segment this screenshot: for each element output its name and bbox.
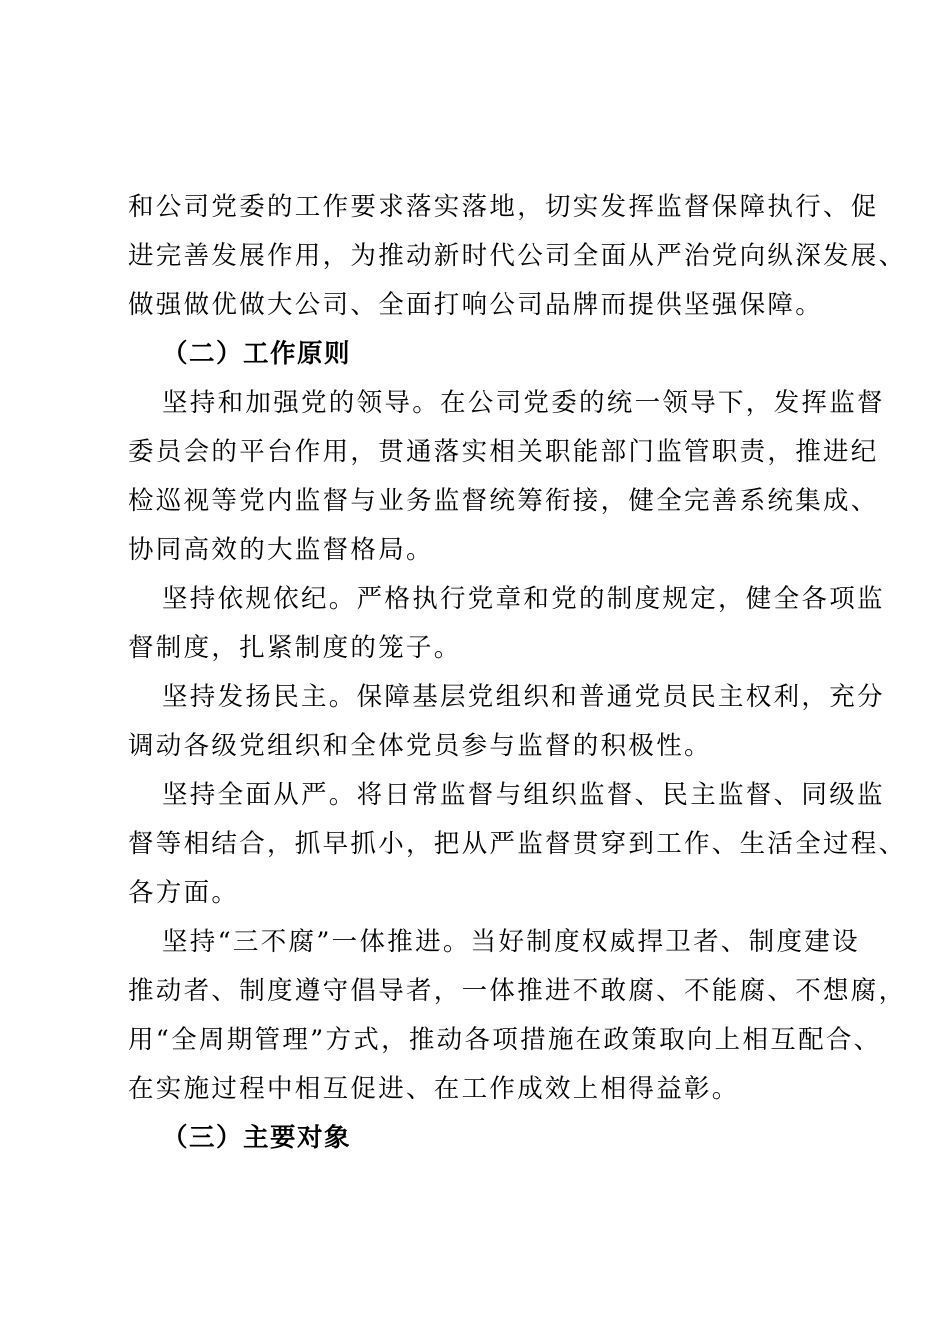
three-no-paragraph-line: 在实施过程中相互促进、在工作成效上相得益彰。 (128, 1074, 740, 1104)
strict-paragraph-line: 督等相结合，抓早抓小，把从严监督贯穿到工作、生活全过程、 (128, 829, 907, 859)
section-heading-main-objects: （三）主要对象 (162, 1123, 352, 1153)
three-no-paragraph-line: 用“全周期管理”方式，推动各项措施在政策取向上相互配合、 (128, 1025, 882, 1055)
intro-paragraph-line: 进完善发展作用，为推动新时代公司全面从严治党向纵深发展、 (128, 241, 907, 271)
leadership-paragraph-line: 坚持和加强党的领导。在公司党委的统一领导下，发挥监督 (162, 388, 885, 418)
three-no-paragraph-line: 坚持“三不腐”一体推进。当好制度权威捍卫者、制度建设 (162, 927, 860, 957)
rules-paragraph-line: 坚持依规依纪。严格执行党章和党的制度规定，健全各项监 (162, 584, 885, 614)
leadership-paragraph-line: 检巡视等党内监督与业务监督统筹衔接，健全完善系统集成、 (128, 486, 879, 516)
rules-paragraph-line: 督制度，扎紧制度的笼子。 (128, 633, 462, 663)
intro-paragraph-line: 和公司党委的工作要求落实落地，切实发挥监督保障执行、促 (128, 192, 879, 222)
leadership-paragraph-line: 协同高效的大监督格局。 (128, 535, 434, 565)
leadership-paragraph-line: 委员会的平台作用，贯通落实相关职能部门监管职责，推进纪 (128, 437, 879, 467)
three-no-paragraph-line: 推动者、制度遵守倡导者，一体推进不敢腐、不能腐、不想腐， (128, 976, 907, 1006)
section-heading-principles: （二）工作原则 (162, 339, 352, 369)
democracy-paragraph-line: 调动各级党组织和全体党员参与监督的积极性。 (128, 731, 712, 761)
strict-paragraph-line: 各方面。 (128, 878, 240, 908)
democracy-paragraph-line: 坚持发扬民主。保障基层党组织和普通党员民主权利，充分 (162, 682, 885, 712)
strict-paragraph-line: 坚持全面从严。将日常监督与组织监督、民主监督、同级监 (162, 780, 885, 810)
intro-paragraph-line: 做强做优做大公司、全面打响公司品牌而提供坚强保障。 (128, 290, 824, 320)
